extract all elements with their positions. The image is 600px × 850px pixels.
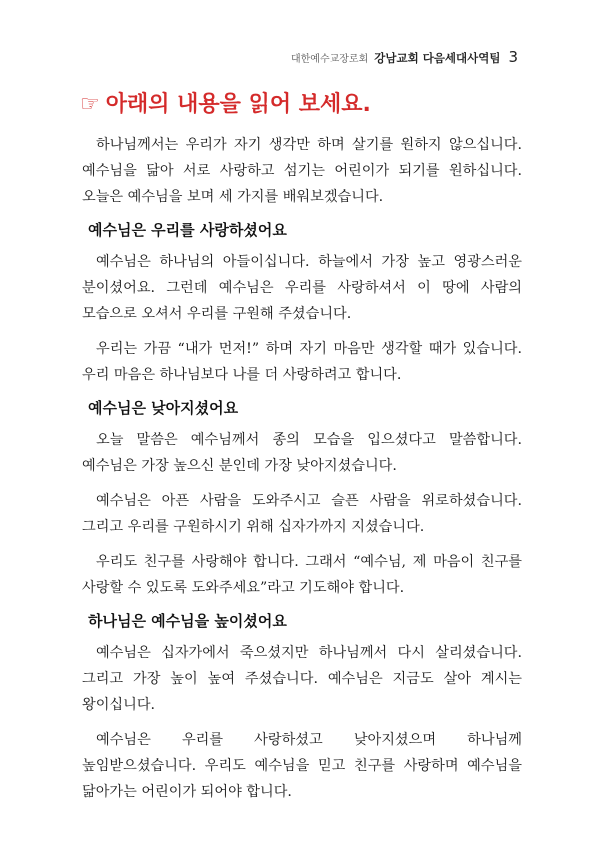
pointing-hand-icon: ☞: [80, 92, 100, 117]
section-heading-love: 예수님은 우리를 사랑하셨어요: [88, 221, 287, 239]
section-paragraph: 예수님은 우리를 사랑하셨고 낮아지셨으며 하나님께 높임받으셨습니다. 우리도 예수님을 믿고 친구를 사랑하며 예수님을 닮아가는 어린이가 되어야 합니다.: [82, 732, 522, 800]
page-number: 3: [508, 48, 518, 66]
page-title: [80, 90, 522, 120]
section-paragraph: 예수님은 아픈 사람을 도와주시고 슬픈 사람을 위로하셨습니다. 그리고 우리를 구원하시기 위해 십자가까지 지셨습니다.: [82, 493, 522, 535]
section-heading-humble: 예수님은 낮아지셨어요: [88, 399, 239, 417]
section-paragraph: 우리도 친구를 사랑해야 합니다. 그래서 “예수님, 제 마음이 친구를 사랑할 수 있도록 도와주세요”라고 기도해야 합니다.: [82, 554, 522, 596]
page-title-text: 아래의 내용을 읽어 보세요.: [105, 92, 371, 117]
intro-paragraph: 하나님께서는 우리가 자기 생각만 하며 살기를 원하지 않으십니다. 예수님을 닮아 서로 사랑하고 섬기는 어린이가 되기를 원하십니다. 오늘은 예수님을 보며 세 가지를 배워보겠습니다.: [82, 137, 522, 205]
section-paragraph: 오늘 말씀은 예수님께서 종의 모습을 입으셨다고 말씀합니다. 예수님은 가장 높으신 분인데 가장 낮아지셨습니다.: [82, 432, 522, 474]
section-paragraph: 우리는 가끔 “내가 먼저!” 하며 자기 마음만 생각할 때가 있습니다. 우리 마음은 하나님보다 나를 더 사랑하려고 합니다.: [82, 341, 522, 383]
denomination-label: 대한예수교장로회: [290, 54, 369, 65]
page-header: [291, 48, 518, 66]
section-paragraph: 예수님은 하나님의 아들이십니다. 하늘에서 가장 높고 영광스러운 분이셨어요. 그런데 예수님은 우리를 사랑하셔서 이 땅에 사람의 모습으로 오셔서 우리를 구원해 주셨습니다.: [82, 254, 522, 322]
page-content: [82, 90, 522, 814]
section-heading-exalted: 하나님은 예수님을 높이셨어요: [88, 612, 287, 630]
team-label: 강남교회 다음세대사역팀: [374, 51, 501, 65]
section-paragraph: 예수님은 십자가에서 죽으셨지만 하나님께서 다시 살리셨습니다. 그리고 가장 높이 높여 주셨습니다. 예수님은 지금도 살아 계시는 왕이십니다.: [82, 645, 522, 713]
